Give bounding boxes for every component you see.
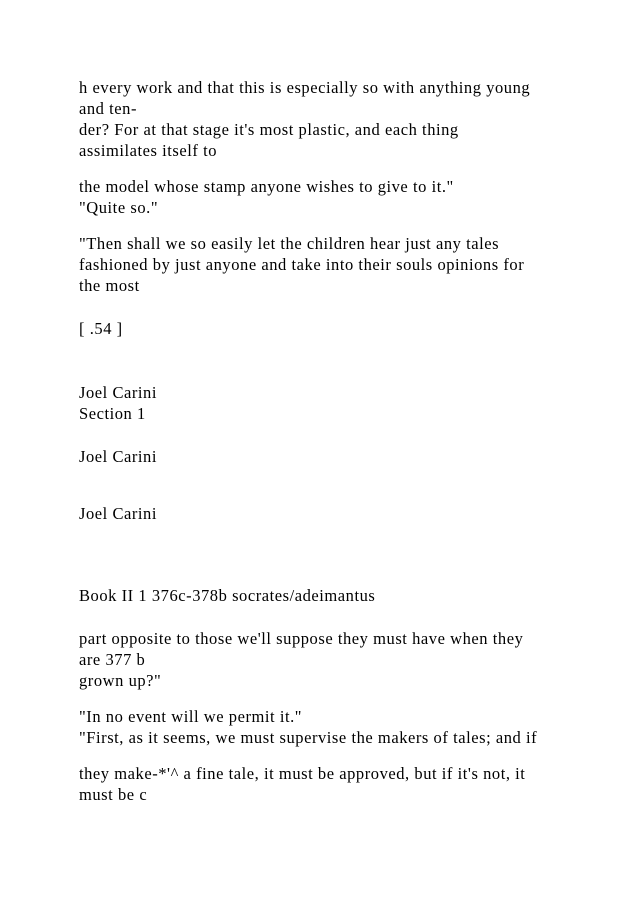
- text-line: the most: [79, 276, 140, 295]
- text-line: "Then shall we so easily let the children hear just any tales: [79, 234, 500, 253]
- section-label: Section 1: [79, 404, 146, 423]
- text-line: are 377 b: [79, 650, 146, 669]
- text-line: der? For at that stage it's most plastic, and each thing: [79, 120, 459, 139]
- text-line: h every work and that this is especially so with anything young: [79, 78, 531, 97]
- author-name: Joel Carini: [79, 504, 157, 523]
- text-line: must be c: [79, 785, 148, 804]
- text-line: "First, as it seems, we must supervise the makers of tales; and if: [79, 728, 538, 747]
- text-line: grown up?": [79, 671, 162, 690]
- text-line: fashioned by just anyone and take into their souls opinions for: [79, 255, 525, 274]
- author-name: Joel Carini: [79, 447, 157, 466]
- text-line: they make-*'^ a fine tale, it must be approved, but if it's not, it: [79, 764, 526, 783]
- running-header: Book II 1 376c-378b socrates/adeimantus: [79, 586, 376, 605]
- text-line: assimilates itself to: [79, 141, 218, 160]
- page-number: [ .54 ]: [79, 319, 123, 338]
- text-line: part opposite to those we'll suppose they must have when they: [79, 629, 524, 648]
- text-line: the model whose stamp anyone wishes to give to it.": [79, 177, 454, 196]
- text-line: "In no event will we permit it.": [79, 707, 303, 726]
- author-name: Joel Carini: [79, 383, 157, 402]
- text-line: and ten-: [79, 99, 138, 118]
- text-line: "Quite so.": [79, 198, 159, 217]
